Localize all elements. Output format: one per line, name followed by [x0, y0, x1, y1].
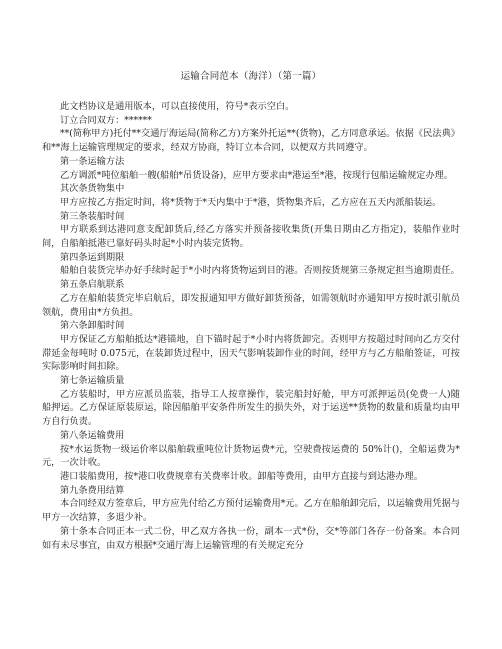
- article-heading-5: 第五条启航联系: [60, 279, 125, 291]
- article-heading-3: 第三条装船时间: [60, 210, 125, 222]
- article-text-4: 船舶自装货完毕办好手续时起于*小时内将货物运到目的港。否则按货规第三条规定担当逾期责任。: [60, 265, 460, 277]
- paragraph-parties: 订立合同双方：******: [60, 114, 152, 126]
- article-text-9: 本合同经双方签章后，甲方应先付给乙方预付运输费用*元。乙方在船舶卸完后，以运输费用凭据与甲方一次结算，多退少补。: [42, 498, 460, 524]
- article-text-6: 甲方保证乙方船舶抵达*港锚地，自下锚时起于*小时内将货卸完。否则甲方按超过时间向乙方交付滞延金每吨时 0.075元，在装卸货过程中，因天气影响装卸作业的时间，经甲方与乙方船舶签证，可按实际影响时间扣除。: [42, 333, 460, 373]
- article-text-7: 乙方装船时，甲方应派员监装，指导工人按章操作，装完船封好舱，甲方可派押运员(免费一人)随船押运。乙方保证原装原运，除因船舶平安条件所发生的损失外，对于运送**货物的数量和质量均由甲方自行负责。: [42, 388, 460, 428]
- paragraph-preamble: **(简称甲方)托付**交通厅海运局(简称乙方)方案外托运**(货物)，乙方同意承运。依据《民法典》和**海上运输管理规定的要求，经双方协商，特订立本合同，以便双方共同遵守。: [42, 128, 460, 154]
- article-heading-2: 其次条货物集中: [60, 183, 125, 195]
- article-text-3: 甲方联系到达港同意支配卸货后,经乙方落实并预备接收集货(开集日期由乙方指定)，装船作业时间，自船舶抵港已靠好码头时起*小时内装完货物。: [42, 224, 460, 250]
- article-text-8a: 按*水运货物一级运价率以船舶载重吨位计货物运费*元，空驶费按运费的 50%计()，全船运费为*元，一次计收。: [42, 443, 460, 469]
- article-heading-9: 第九条费用结算: [60, 484, 125, 496]
- paragraph-intro: 此文档协议是通用版本，可以直接使用，符号*表示空白。: [60, 101, 295, 112]
- article-text-2: 甲方应按乙方指定时间，将*货物于*天内集中于*港，货物集齐后，乙方应在五天内派船装运。: [60, 196, 442, 208]
- article-heading-1: 第一条运输方法: [60, 155, 125, 167]
- document-body: [42, 100, 460, 552]
- article-text-5: 乙方在船舶装货完毕启航后，即发报通知甲方做好卸货预备，如需领航时亦通知甲方按时派引航员领航，费用由*方负担。: [42, 292, 460, 318]
- article-text-1: 乙方调派*吨位船舶一艘(船舶*吊货设备)，应甲方要求由*港运至*港，按现行包船运输规定办理。: [60, 169, 454, 181]
- article-heading-4: 第四条运到期限: [60, 251, 125, 263]
- article-text-10: 第十条本合同正本一式二份，甲乙双方各执一份，副本一式*份，交*等部门各存一份备案。本合同如有未尽事宜，由双方根据*交通厅海上运输管理的有关规定充分: [42, 525, 460, 551]
- article-heading-8: 第八条运输费用: [60, 429, 125, 441]
- article-heading-7: 第七条运输质量: [60, 375, 125, 387]
- article-text-8b: 港口装船费用，按*港口收费规章有关费率计收。卸船等费用，由甲方直接与到达港办理。: [60, 470, 423, 482]
- document-title: 运输合同范本（海洋）（第一篇）: [180, 71, 322, 82]
- article-heading-6: 第六条卸船时间: [60, 320, 125, 332]
